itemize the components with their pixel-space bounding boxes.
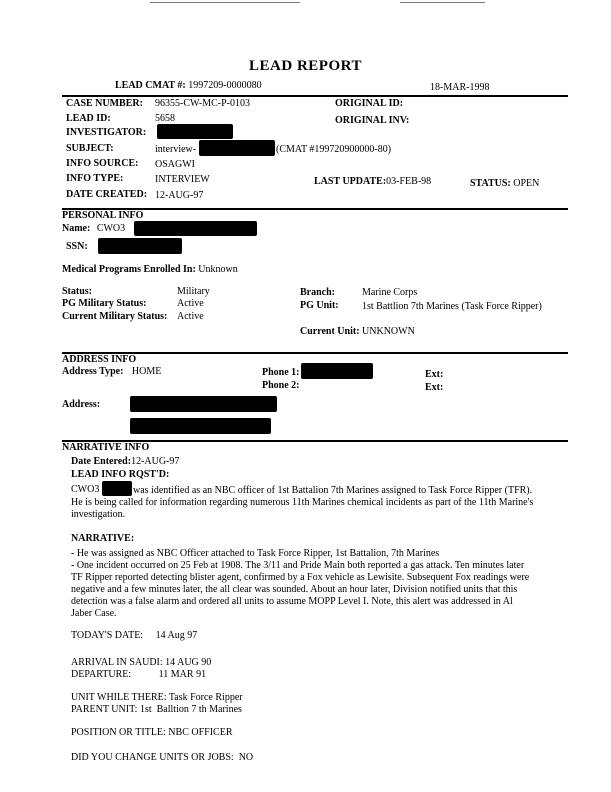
address-section-title: ADDRESS INFO (62, 354, 137, 365)
lead-cmat (115, 80, 262, 91)
branch-label: Branch: (300, 287, 335, 298)
lead-info-line1: was identified as an NBC officer of 1st Battalion 7th Marines assigned to Task Force Ripper (TFR). (133, 485, 533, 496)
ext2-label: Ext: (425, 382, 444, 393)
pg-military-status-value: Active (177, 298, 204, 309)
address-divider (62, 352, 568, 354)
address-type-value: HOME (131, 366, 162, 377)
original-inv-label: ORIGINAL INV: (335, 115, 410, 126)
lead-id-label: LEAD ID: (66, 113, 111, 124)
narrative-line2: - One incident occurred on 25 Feb at 1908. The 3/11 and Pride Main both reported a gas attack. Ten minutes later (71, 560, 525, 571)
ext1-label: Ext: (425, 369, 444, 380)
last-update-value: 03-FEB-98 (386, 176, 432, 187)
medical-label: Medical Programs Enrolled In: (62, 264, 196, 275)
pg-unit-label: PG Unit: (300, 300, 339, 311)
info-source-value: OSAGWI (155, 159, 195, 170)
current-unit-row (300, 326, 415, 337)
date-entered-label: Date Entered: (71, 456, 132, 467)
narrative-line6: Jaber Case. (71, 608, 117, 619)
scan-line-top-right (400, 2, 485, 3)
subject-value: interview- (155, 144, 197, 155)
subject-cmat: (CMAT #199720900000-80) (276, 144, 392, 155)
phone1-label: Phone 1: (262, 367, 300, 378)
scan-line-top-left (150, 2, 300, 3)
current-unit-label: Current Unit: (300, 326, 360, 337)
narrative-line5: detection was a false alarm and ordered all units to assume MOPP Level I. Note, this alert was addressed in Al (71, 596, 513, 607)
address-redaction-line2 (130, 418, 271, 434)
narrative-line3: TF Ripper reported detecting blister agent, confirmed by a Fox vehicle as Lewisite. Subsequent Fox readings were (71, 572, 530, 583)
change-units-or-jobs: DID YOU CHANGE UNITS OR JOBS: NO (71, 752, 254, 763)
info-source-label: INFO SOURCE: (66, 158, 139, 169)
date-created-value: 12-AUG-97 (155, 190, 204, 201)
report-title: LEAD REPORT (249, 58, 362, 74)
date-entered-row (71, 456, 179, 467)
arrival-in-saudi: ARRIVAL IN SAUDI: 14 AUG 90 (71, 657, 212, 668)
medical-value: Unknown (198, 264, 238, 275)
narrative-section-title: NARRATIVE INFO (62, 442, 150, 453)
date-entered-value: 12-AUG-97 (131, 456, 180, 467)
last-update-label: LAST UPDATE: (314, 176, 387, 187)
name-row (62, 223, 125, 234)
pg-military-status-label: PG Military Status: (62, 298, 147, 309)
todays-date: TODAY'S DATE: 14 Aug 97 (71, 630, 198, 641)
address-label: Address: (62, 399, 101, 410)
parent-unit: PARENT UNIT: 1st Balltion 7 th Marines (71, 704, 242, 715)
phone1-redaction (301, 363, 373, 379)
lead-info-line3: investigation. (71, 509, 126, 520)
lead-id-value: 5658 (155, 113, 175, 124)
current-unit-value: UNKNOWN (362, 326, 415, 337)
info-type-label: INFO TYPE: (66, 173, 124, 184)
personal-section-title: PERSONAL INFO (62, 210, 144, 221)
status (470, 178, 539, 189)
current-military-status-value: Active (177, 311, 204, 322)
lead-info-prefix: CWO3 (71, 484, 100, 495)
unit-while-there: UNIT WHILE THERE: Task Force Ripper (71, 692, 243, 703)
branch-value: Marine Corps (362, 287, 418, 298)
status-military-label: Status: (62, 286, 93, 297)
report-date: 18-MAR-1998 (430, 82, 490, 93)
lead-info-redaction (102, 481, 132, 496)
medical-row (62, 264, 238, 275)
pg-unit-value: 1st Battlion 7th Marines (Task Force Ripper) (362, 301, 542, 312)
case-number-label: CASE NUMBER: (66, 98, 143, 109)
status-value: OPEN (513, 178, 540, 189)
current-military-status-label: Current Military Status: (62, 311, 168, 322)
name-label: Name: (62, 223, 91, 234)
lead-cmat-label: LEAD CMAT #: (115, 80, 186, 91)
lead-info-line2: He is being called for information regarding numerous 11th Marines chemical incidents as part of the 11th Marine's (71, 497, 534, 508)
address-type-row (62, 366, 161, 377)
name-value: CWO3 (96, 223, 126, 234)
ssn-label: SSN: (66, 241, 88, 252)
address-type-label: Address Type: (62, 366, 124, 377)
phone2-label: Phone 2: (262, 380, 300, 391)
name-redaction (134, 221, 257, 236)
subject-label: SUBJECT: (66, 143, 114, 154)
departure: DEPARTURE: 11 MAR 91 (71, 669, 207, 680)
info-type-value: INTERVIEW (155, 174, 210, 185)
subject-redaction (199, 140, 275, 156)
status-military-value: Military (177, 286, 210, 297)
address-redaction-line1 (130, 396, 277, 412)
status-label: STATUS: (470, 178, 511, 189)
narrative-label: NARRATIVE: (71, 533, 135, 544)
ssn-redaction (98, 238, 182, 254)
narrative-line4: negative and a few minutes later, the all clear was sounded. About an hour later, Division notified units that this (71, 584, 518, 595)
investigator-redaction (157, 124, 233, 139)
last-update (314, 176, 431, 187)
case-number-value: 96355-CW-MC-P-0103 (155, 98, 250, 109)
position-or-title: POSITION OR TITLE: NBC OFFICER (71, 727, 233, 738)
lead-cmat-value: 1997209-0000080 (188, 80, 262, 91)
lead-info-label: LEAD INFO RQST'D: (71, 469, 170, 480)
date-created-label: DATE CREATED: (66, 189, 148, 200)
header-divider (62, 95, 568, 97)
original-id-label: ORIGINAL ID: (335, 98, 404, 109)
investigator-label: INVESTIGATOR: (66, 127, 147, 138)
narrative-line1: - He was assigned as NBC Officer attached to Task Force Ripper, 1st Battalion, 7th Marines (71, 548, 440, 559)
